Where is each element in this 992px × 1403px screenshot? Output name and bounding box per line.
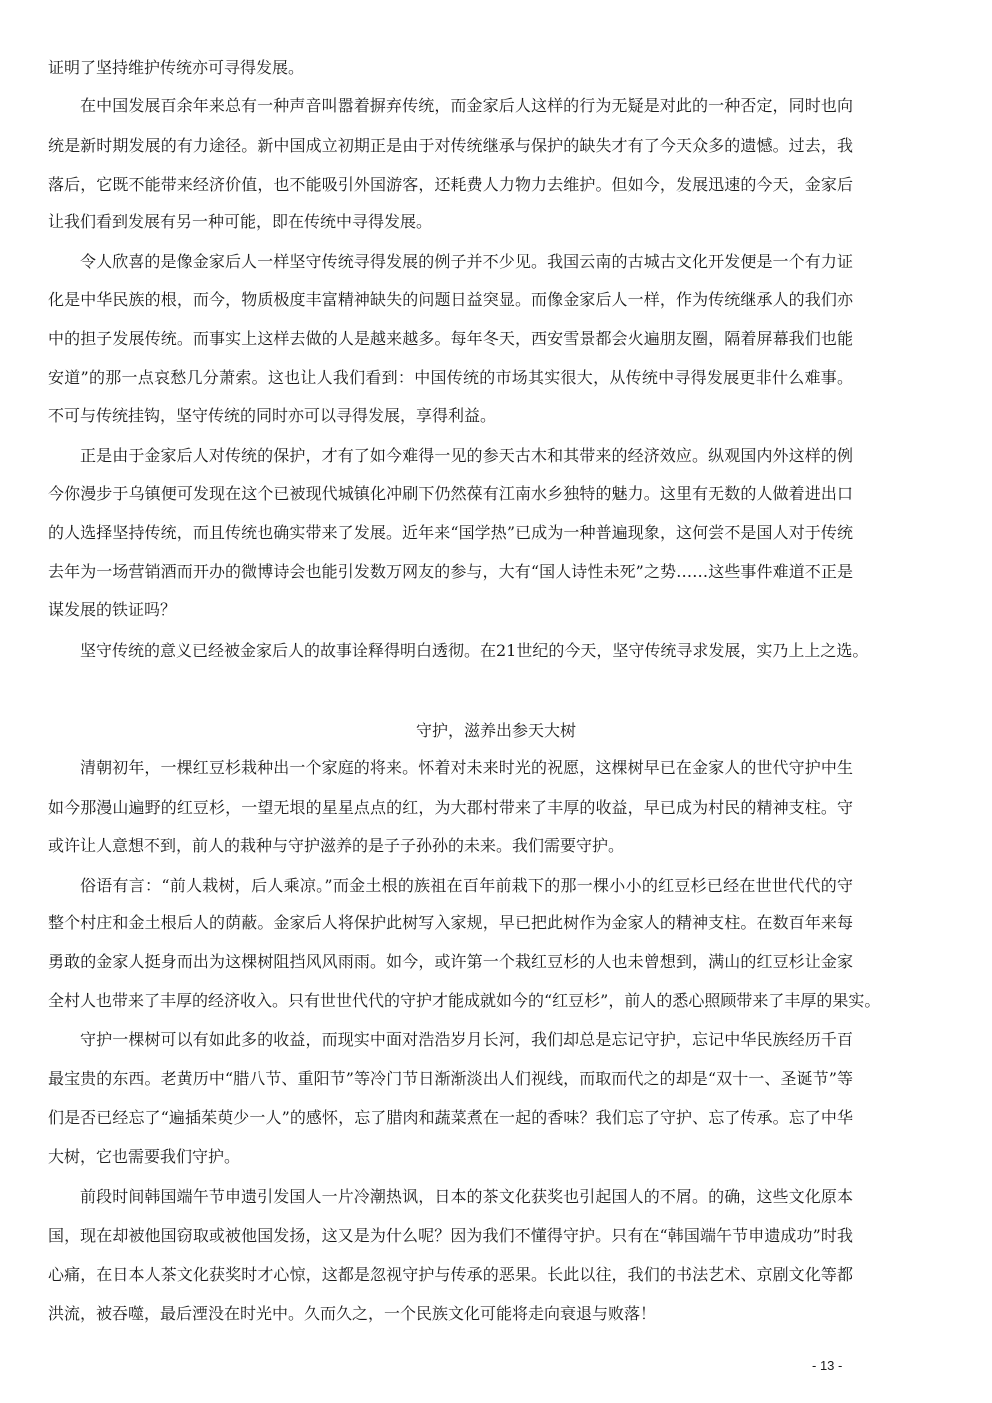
text-line: 让我们看到发展有另一种可能，即在传统中寻得发展。 [48, 212, 433, 231]
essay-title: 守护，滋养出参天大树 [415, 721, 576, 740]
text-line: 整个村庄和金土根后人的荫蔽。金家后人将保护此树写入家规，早已把此树作为金家人的精神支柱。在数百年来每 [48, 913, 853, 932]
text-line: 最宝贵的东西。老黄历中“腊八节、重阳节”等冷门节日渐渐淡出人们视线，而取而代之的却是“双十一、圣诞节”等 [48, 1069, 853, 1088]
text-line: 谋发展的铁证吗？ [48, 600, 177, 619]
text-line: 们是否已经忘了“遍插茱萸少一人”的感怀，忘了腊肉和蔬菜煮在一起的香味？我们忘了守护、忘了传承。忘了中华 [48, 1108, 853, 1127]
text-line: 心痛，在日本人茶文化获奖时才心惊，这都是忽视守护与传承的恶果。长此以往，我们的书法艺术、京剧文化等都 [48, 1265, 853, 1284]
text-line: 统是新时期发展的有力途径。新中国成立初期正是由于对传统继承与保护的缺失才有了今天众多的遗憾。过去，我 [48, 136, 853, 155]
text-line: 化是中华民族的根，而今，物质极度丰富精神缺失的问题日益突显。而像金家后人一样，作为传统继承人的我们亦 [48, 290, 853, 309]
text-line: 中的担子发展传统。而事实上这样去做的人是越来越多。每年冬天，西安雪景都会火遍朋友圈，隔着屏幕我们也能 [48, 329, 853, 348]
page-number: - 13 - [812, 1358, 843, 1373]
text-line: 大树，它也需要我们守护。 [48, 1147, 241, 1166]
text-line: 不可与传统挂钩，坚守传统的同时亦可以寻得发展，享得利益。 [48, 406, 497, 425]
text-line: 落后，它既不能带来经济价值，也不能吸引外国游客，还耗费人力物力去维护。但如今，发展迅速的今天，金家后 [48, 175, 853, 194]
text-line: 俗语有言：“前人栽树，后人乘凉。”而金土根的族祖在百年前栽下的那一棵小小的红豆杉已经在世世代代的守 [80, 876, 853, 895]
text-line: 正是由于金家后人对传统的保护，才有了如今难得一见的参天古木和其带来的经济效应。纵观国内外这样的例 [80, 446, 853, 465]
text-line: 的人选择坚持传统，而且传统也确实带来了发展。近年来“国学热”已成为一种普遍现象，这何尝不是国人对于传统 [48, 523, 853, 542]
text-line: 安道”的那一点哀愁几分萧索。这也让人我们看到：中国传统的市场其实很大，从传统中寻得发展更非什么难事。 [48, 368, 853, 387]
text-line: 今你漫步于乌镇便可发现在这个已被现代城镇化冲刷下仍然葆有江南水乡独特的魅力。这里有无数的人做着进出口 [48, 484, 853, 503]
text-line: 去年为一场营销酒而开办的微博诗会也能引发数万网友的参与，大有“国人诗性未死”之势……这些事件难道不正是 [48, 562, 853, 581]
text-line: 勇敢的金家人挺身而出为这棵树阻挡风风雨雨。如今，或许第一个栽红豆杉的人也未曾想到，满山的红豆杉让金家 [48, 952, 853, 971]
text-line: 洪流，被吞噬，最后湮没在时光中。久而久之，一个民族文化可能将走向衰退与败落！ [48, 1304, 657, 1323]
text-line: 守护一棵树可以有如此多的收益，而现实中面对浩浩岁月长河，我们却总是忘记守护，忘记中华民族经历千百 [80, 1030, 853, 1049]
text-line: 前段时间韩国端午节申遗引发国人一片冷潮热讽，日本的茶文化获奖也引起国人的不屑。的确，这些文化原本 [80, 1187, 853, 1206]
text-line: 国，现在却被他国窃取或被他国发扬，这又是为什么呢？因为我们不懂得守护。只有在“韩国端午节申遗成功”时我 [48, 1226, 853, 1245]
text-line: 清朝初年，一棵红豆杉栽种出一个家庭的将来。怀着对未来时光的祝愿，这棵树早已在金家人的世代守护中生 [80, 758, 853, 777]
text-line: 如今那漫山遍野的红豆杉，一望无垠的星星点点的红，为大郡村带来了丰厚的收益，早已成为村民的精神支柱。守 [48, 798, 853, 817]
text-line: 全村人也带来了丰厚的经济收入。只有世世代代的守护才能成就如今的“红豆杉”，前人的悉心照顾带来了丰厚的果实。 [48, 991, 881, 1010]
text-line: 证明了坚持维护传统亦可寻得发展。 [48, 58, 305, 77]
text-line: 在中国发展百余年来总有一种声音叫嚣着摒弃传统，而金家后人这样的行为无疑是对此的一种否定，同时也向 [80, 96, 853, 115]
text-line: 坚守传统的意义已经被金家后人的故事诠释得明白透彻。在21世纪的今天，坚守传统寻求发展，实乃上上之选。 [80, 641, 869, 660]
text-line: 令人欣喜的是像金家后人一样坚守传统寻得发展的例子并不少见。我国云南的古城古文化开发便是一个有力证 [80, 252, 853, 271]
text-line: 或许让人意想不到，前人的栽种与守护滋养的是子子孙孙的未来。我们需要守护。 [48, 836, 625, 855]
